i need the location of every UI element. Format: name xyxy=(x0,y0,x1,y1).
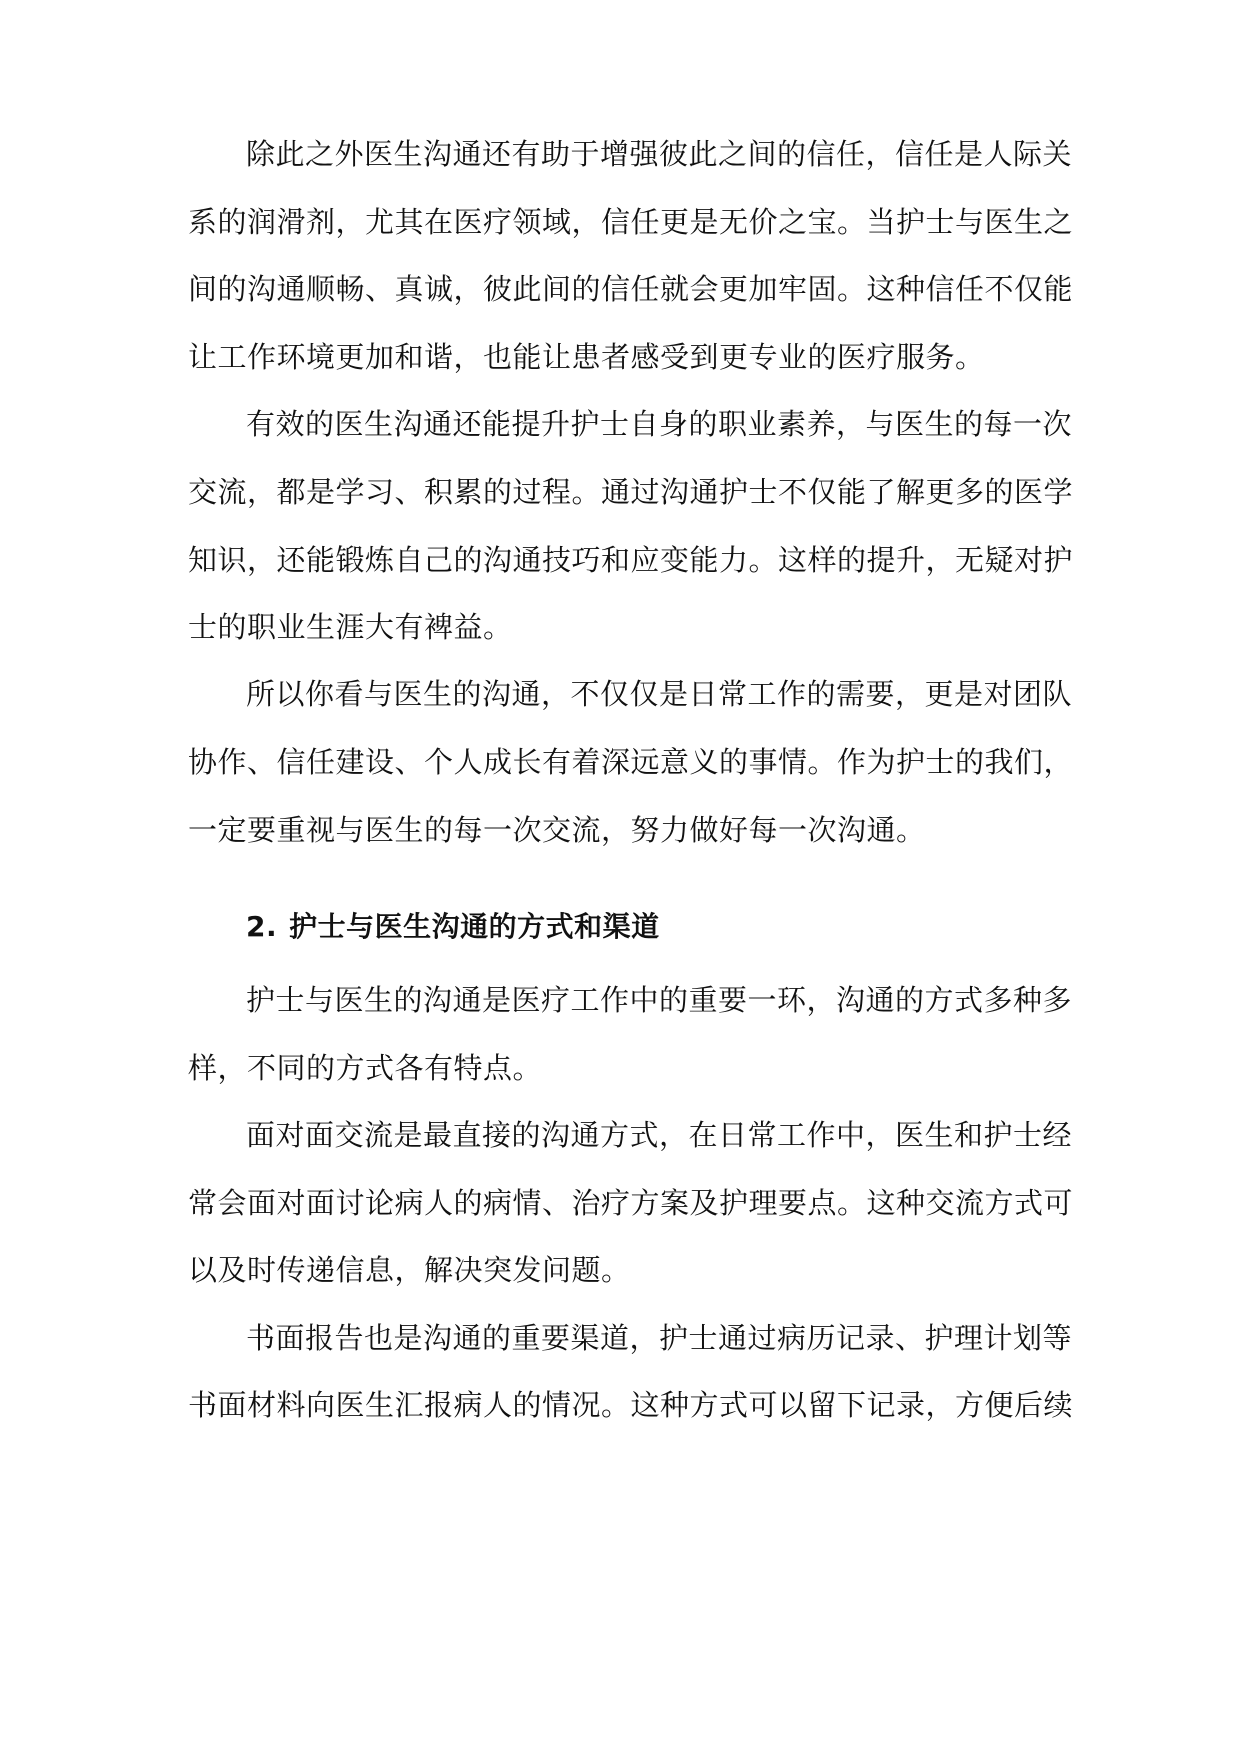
paragraph-1-line-1: 除此之外医生沟通还有助于增强彼此之间的信任，信任是人际关 xyxy=(246,137,1073,171)
paragraph-3-line-2: 协作、信任建设、个人成长有着深远意义的事情。作为护士的我们， xyxy=(188,745,1074,779)
section-paragraph-3-line-2: 书面材料向医生汇报病人的情况。这种方式可以留下记录，方便后续 xyxy=(188,1388,1074,1422)
paragraph-3-line-3: 一定要重视与医生的每一次交流，努力做好每一次沟通。 xyxy=(188,813,926,847)
paragraph-3-line-1: 所以你看与医生的沟通，不仅仅是日常工作的需要，更是对团队 xyxy=(246,677,1073,711)
paragraph-1-line-3: 间的沟通顺畅、真诚，彼此间的信任就会更加牢固。这种信任不仅能 xyxy=(188,272,1074,306)
paragraph-2-line-1: 有效的医生沟通还能提升护士自身的职业素养，与医生的每一次 xyxy=(246,407,1073,441)
section-paragraph-1-line-1: 护士与医生的沟通是医疗工作中的重要一环，沟通的方式多种多 xyxy=(246,983,1073,1017)
paragraph-2-line-3: 知识，还能锻炼自己的沟通技巧和应变能力。这样的提升，无疑对护 xyxy=(188,543,1074,577)
section-paragraph-1-line-2: 样，不同的方式各有特点。 xyxy=(188,1051,543,1085)
section-paragraph-2-line-1: 面对面交流是最直接的沟通方式，在日常工作中，医生和护士经 xyxy=(246,1118,1073,1152)
paragraph-1-line-2: 系的润滑剂，尤其在医疗领域，信任更是无价之宝。当护士与医生之 xyxy=(188,205,1074,239)
paragraph-1-line-4: 让工作环境更加和谐，也能让患者感受到更专业的医疗服务。 xyxy=(188,340,985,374)
section-heading-title: 护士与医生沟通的方式和渠道 xyxy=(289,910,660,943)
section-heading xyxy=(246,905,660,949)
section-paragraph-2-line-3: 以及时传递信息，解决突发问题。 xyxy=(188,1253,631,1287)
paragraph-2-line-4: 士的职业生涯大有裨益。 xyxy=(188,610,513,644)
section-paragraph-3-line-1: 书面报告也是沟通的重要渠道，护士通过病历记录、护理计划等 xyxy=(246,1321,1073,1355)
paragraph-2-line-2: 交流，都是学习、积累的过程。通过沟通护士不仅能了解更多的医学 xyxy=(188,475,1074,509)
section-paragraph-2-line-2: 常会面对面讨论病人的病情、治疗方案及护理要点。这种交流方式可 xyxy=(188,1186,1074,1220)
section-heading-number: 2. xyxy=(246,910,278,943)
